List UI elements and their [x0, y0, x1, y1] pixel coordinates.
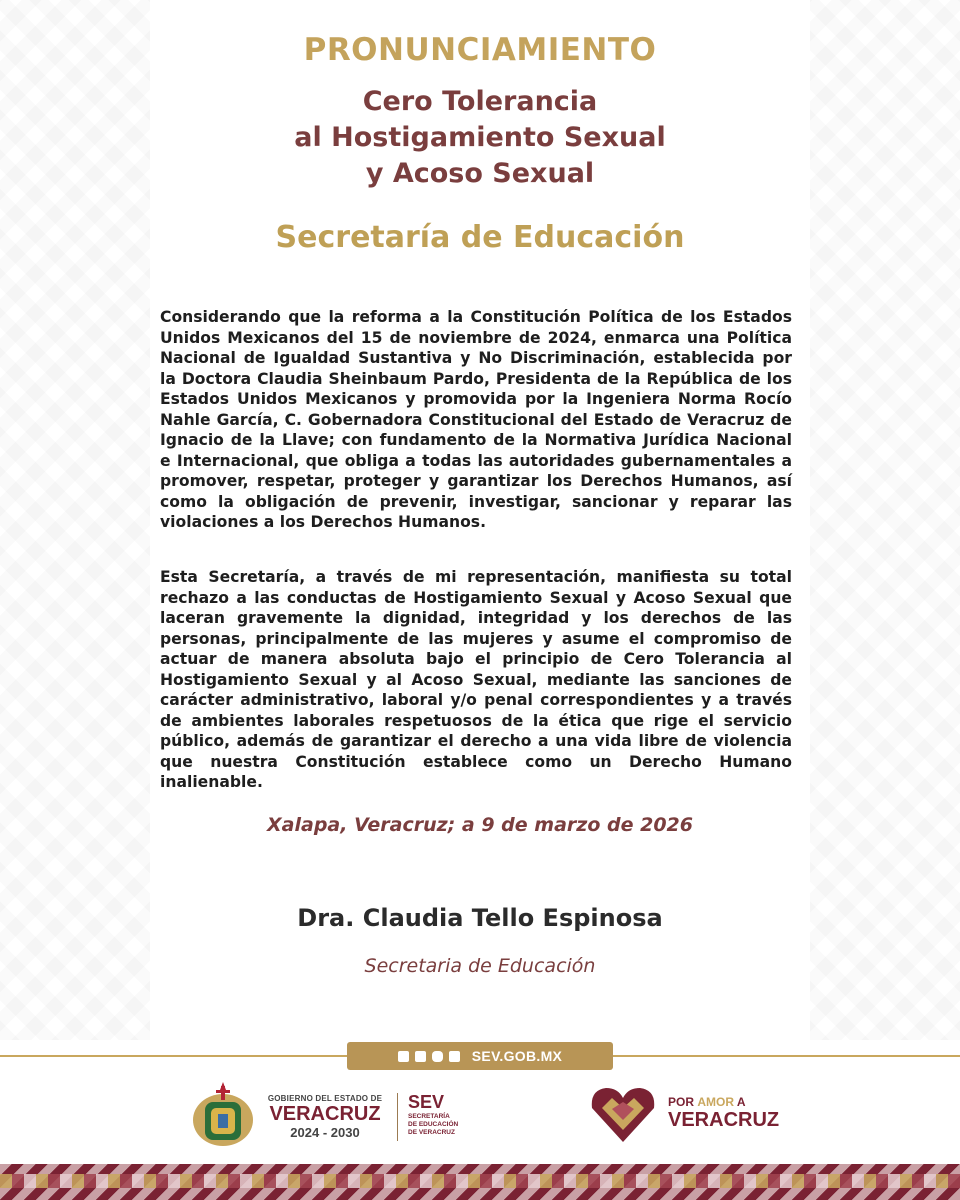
- document-heading: PRONUNCIAMIENTO: [303, 32, 657, 68]
- gov-line-2: VERACRUZ: [269, 1103, 381, 1125]
- sev-line-2: DE EDUCACIÓN: [408, 1121, 459, 1128]
- x-icon[interactable]: [415, 1051, 426, 1062]
- logo-divider: [397, 1093, 398, 1141]
- body-paragraph-1: Considerando que la reforma a la Constitución Política de los Estados Unidos Mexicanos del 15 de noviembre de 2024, enmarca una Política Nacional de Igualdad Sustantiva y No Discriminación, establecida por la Doctora Claudia Sheinbaum Pardo, Presidenta de la República de los Estados Unidos Mexicanos y promovida por la Ingeniera Norma Rocío Nahle García, C. Gobernadora Constitucional del Estado de Veracruz de Ignacio de la Llave; con fundamento de la Normativa Jurídica Nacional e Internacional, que obliga a todas las autoridades gubernamentales a promover, respetar, proteger y garantizar los Derechos Humanos, así como la obligación de prevenir, investigar, sancionar y reparar las violaciones a los Derechos Humanos.: [160, 308, 792, 531]
- sev-line-3: DE VERACRUZ: [408, 1129, 455, 1136]
- decorative-bottom-border: [0, 1164, 960, 1200]
- veracruz-coat-of-arms-icon: [188, 1080, 258, 1150]
- social-url-band: [347, 1042, 613, 1070]
- gov-line-3: 2024 - 2030: [290, 1125, 360, 1140]
- website-link[interactable]: SEV.GOB.MX: [471, 1048, 563, 1064]
- amor-line-2: VERACRUZ: [668, 1109, 780, 1131]
- body-paragraph-2: Esta Secretaría, a través de mi representación, manifiesta su total rechazo a las conductas de Hostigamiento Sexual y Acoso Sexual que laceran gravemente la dignidad, integridad y los derechos de las personas, principalmente de las mujeres y asume el compromiso de actuar de manera absoluta bajo el principio de Cero Tolerancia al Hostigamiento Sexual y al Acoso Sexual, mediante las sanciones de carácter administrativo, laboral y/o penal correspondientes y a través de ambientes laborales respetuosos de la ética que rige el servicio público, además de garantizar el derecho a una vida libre de violencia que nuestra Constitución establece como un Derecho Humano inalienable.: [160, 568, 792, 791]
- por-amor-heart-icon: [588, 1078, 658, 1148]
- subtitle-line-2: al Hostigamiento Sexual: [294, 122, 666, 153]
- subtitle-line-1: Cero Tolerancia: [362, 86, 598, 117]
- state-government-logo: [265, 1094, 385, 1140]
- youtube-icon[interactable]: [449, 1051, 460, 1062]
- facebook-icon[interactable]: [398, 1051, 409, 1062]
- subtitle-line-3: y Acoso Sexual: [365, 158, 595, 189]
- amor-suffix: A: [736, 1095, 746, 1109]
- instagram-icon[interactable]: [432, 1051, 443, 1062]
- secretariat-heading: Secretaría de Educación: [275, 220, 685, 255]
- signer-name: Dra. Claudia Tello Espinosa: [297, 904, 663, 932]
- sev-line-1: SECRETARÍA: [408, 1113, 450, 1120]
- por-amor-logo: [668, 1095, 779, 1131]
- gov-line-1: GOBIERNO DEL ESTADO DE: [267, 1094, 383, 1103]
- sev-acronym: SEV: [408, 1092, 445, 1112]
- sev-logo: [408, 1092, 498, 1137]
- amor-highlight: AMOR: [697, 1095, 735, 1109]
- place-and-date: Xalapa, Veracruz; a 9 de marzo de 2026: [267, 814, 693, 836]
- amor-line-1: [668, 1095, 779, 1109]
- signer-title: Secretaria de Educación: [364, 955, 596, 977]
- amor-prefix: POR: [668, 1095, 695, 1109]
